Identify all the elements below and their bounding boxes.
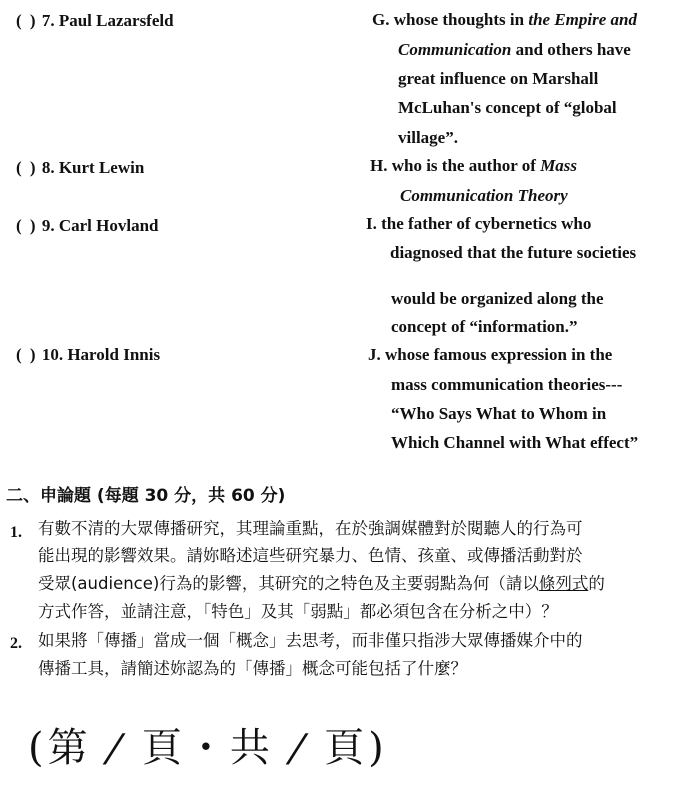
option-i-line-4: concept of “information.” <box>391 317 578 336</box>
matching-item-10 <box>16 346 160 363</box>
question-1-line-4: 方式作答，並請注意，「特色」及其「弱點」都必須包含在分析之中）？ <box>38 602 558 621</box>
question-2-number: 2. <box>10 635 22 652</box>
item-label: 7. Paul Lazarsfeld <box>41 11 174 30</box>
section-2-heading: 二、申論題 (每題 30 分，共 60 分) <box>6 486 286 506</box>
item-label: 8. Kurt Lewin <box>41 158 145 177</box>
current-page-handwritten: / <box>101 726 133 770</box>
matching-item-7 <box>16 12 174 29</box>
option-i-line-2: diagnosed that the future societies <box>390 243 637 262</box>
question-2-line-2: 傳播工具，請簡述妳認為的「傳播」概念可能包括了什麼？ <box>38 659 467 678</box>
option-g-line-3: great influence on Marshall <box>398 69 599 88</box>
option-j-line-1: J. whose famous expression in the <box>368 345 613 364</box>
question-2-line-1: 如果將「傳播」當成一個「概念」去思考，而非僅只指涉大眾傳播媒介中的 <box>38 631 583 650</box>
option-h-line-1: H. who is the author of Mass <box>370 156 578 175</box>
option-g-line-5: village”. <box>398 128 458 147</box>
option-j-line-3: “Who Says What to Whom in <box>391 404 607 423</box>
total-pages-handwritten: / <box>283 726 315 770</box>
matching-item-9 <box>16 217 158 234</box>
question-1-line-1: 有數不清的大眾傳播研究，其理論重點，在於強調媒體對於閱聽人的行為可 <box>38 519 583 538</box>
question-1-number: 1. <box>10 524 22 541</box>
option-j-line-4: Which Channel with What effect” <box>391 433 639 452</box>
option-i-line-1: I. the father of cybernetics who <box>366 214 592 233</box>
question-1-line-2: 能出現的影響效果。請妳略述這些研究暴力、色情、孩童、或傳播活動對於 <box>38 546 583 565</box>
option-g-line-1: G. whose thoughts in the Empire and <box>372 10 637 29</box>
option-i-line-3: would be organized along the <box>391 289 604 308</box>
option-g-line-4: McLuhan's concept of “global <box>398 98 617 117</box>
answer-blank: ( ) <box>16 345 38 364</box>
option-h-line-2: Communication Theory <box>400 186 568 205</box>
answer-blank: ( ) <box>16 216 38 235</box>
answer-blank: ( ) <box>16 158 38 177</box>
matching-item-8 <box>16 159 144 176</box>
option-g-line-2: Communication and others have <box>398 40 631 59</box>
item-label: 10. Harold Innis <box>41 345 161 364</box>
question-1-line-3: 受眾(audience)行為的影響，其研究的之特色及主要弱點為何（請以條列式的 <box>38 574 605 593</box>
answer-blank: ( ) <box>16 11 38 30</box>
item-label: 9. Carl Hovland <box>41 216 159 235</box>
page-number-footer: (第 / 頁・共 / 頁) <box>28 725 388 771</box>
option-j-line-2: mass communication theories--- <box>391 375 623 394</box>
